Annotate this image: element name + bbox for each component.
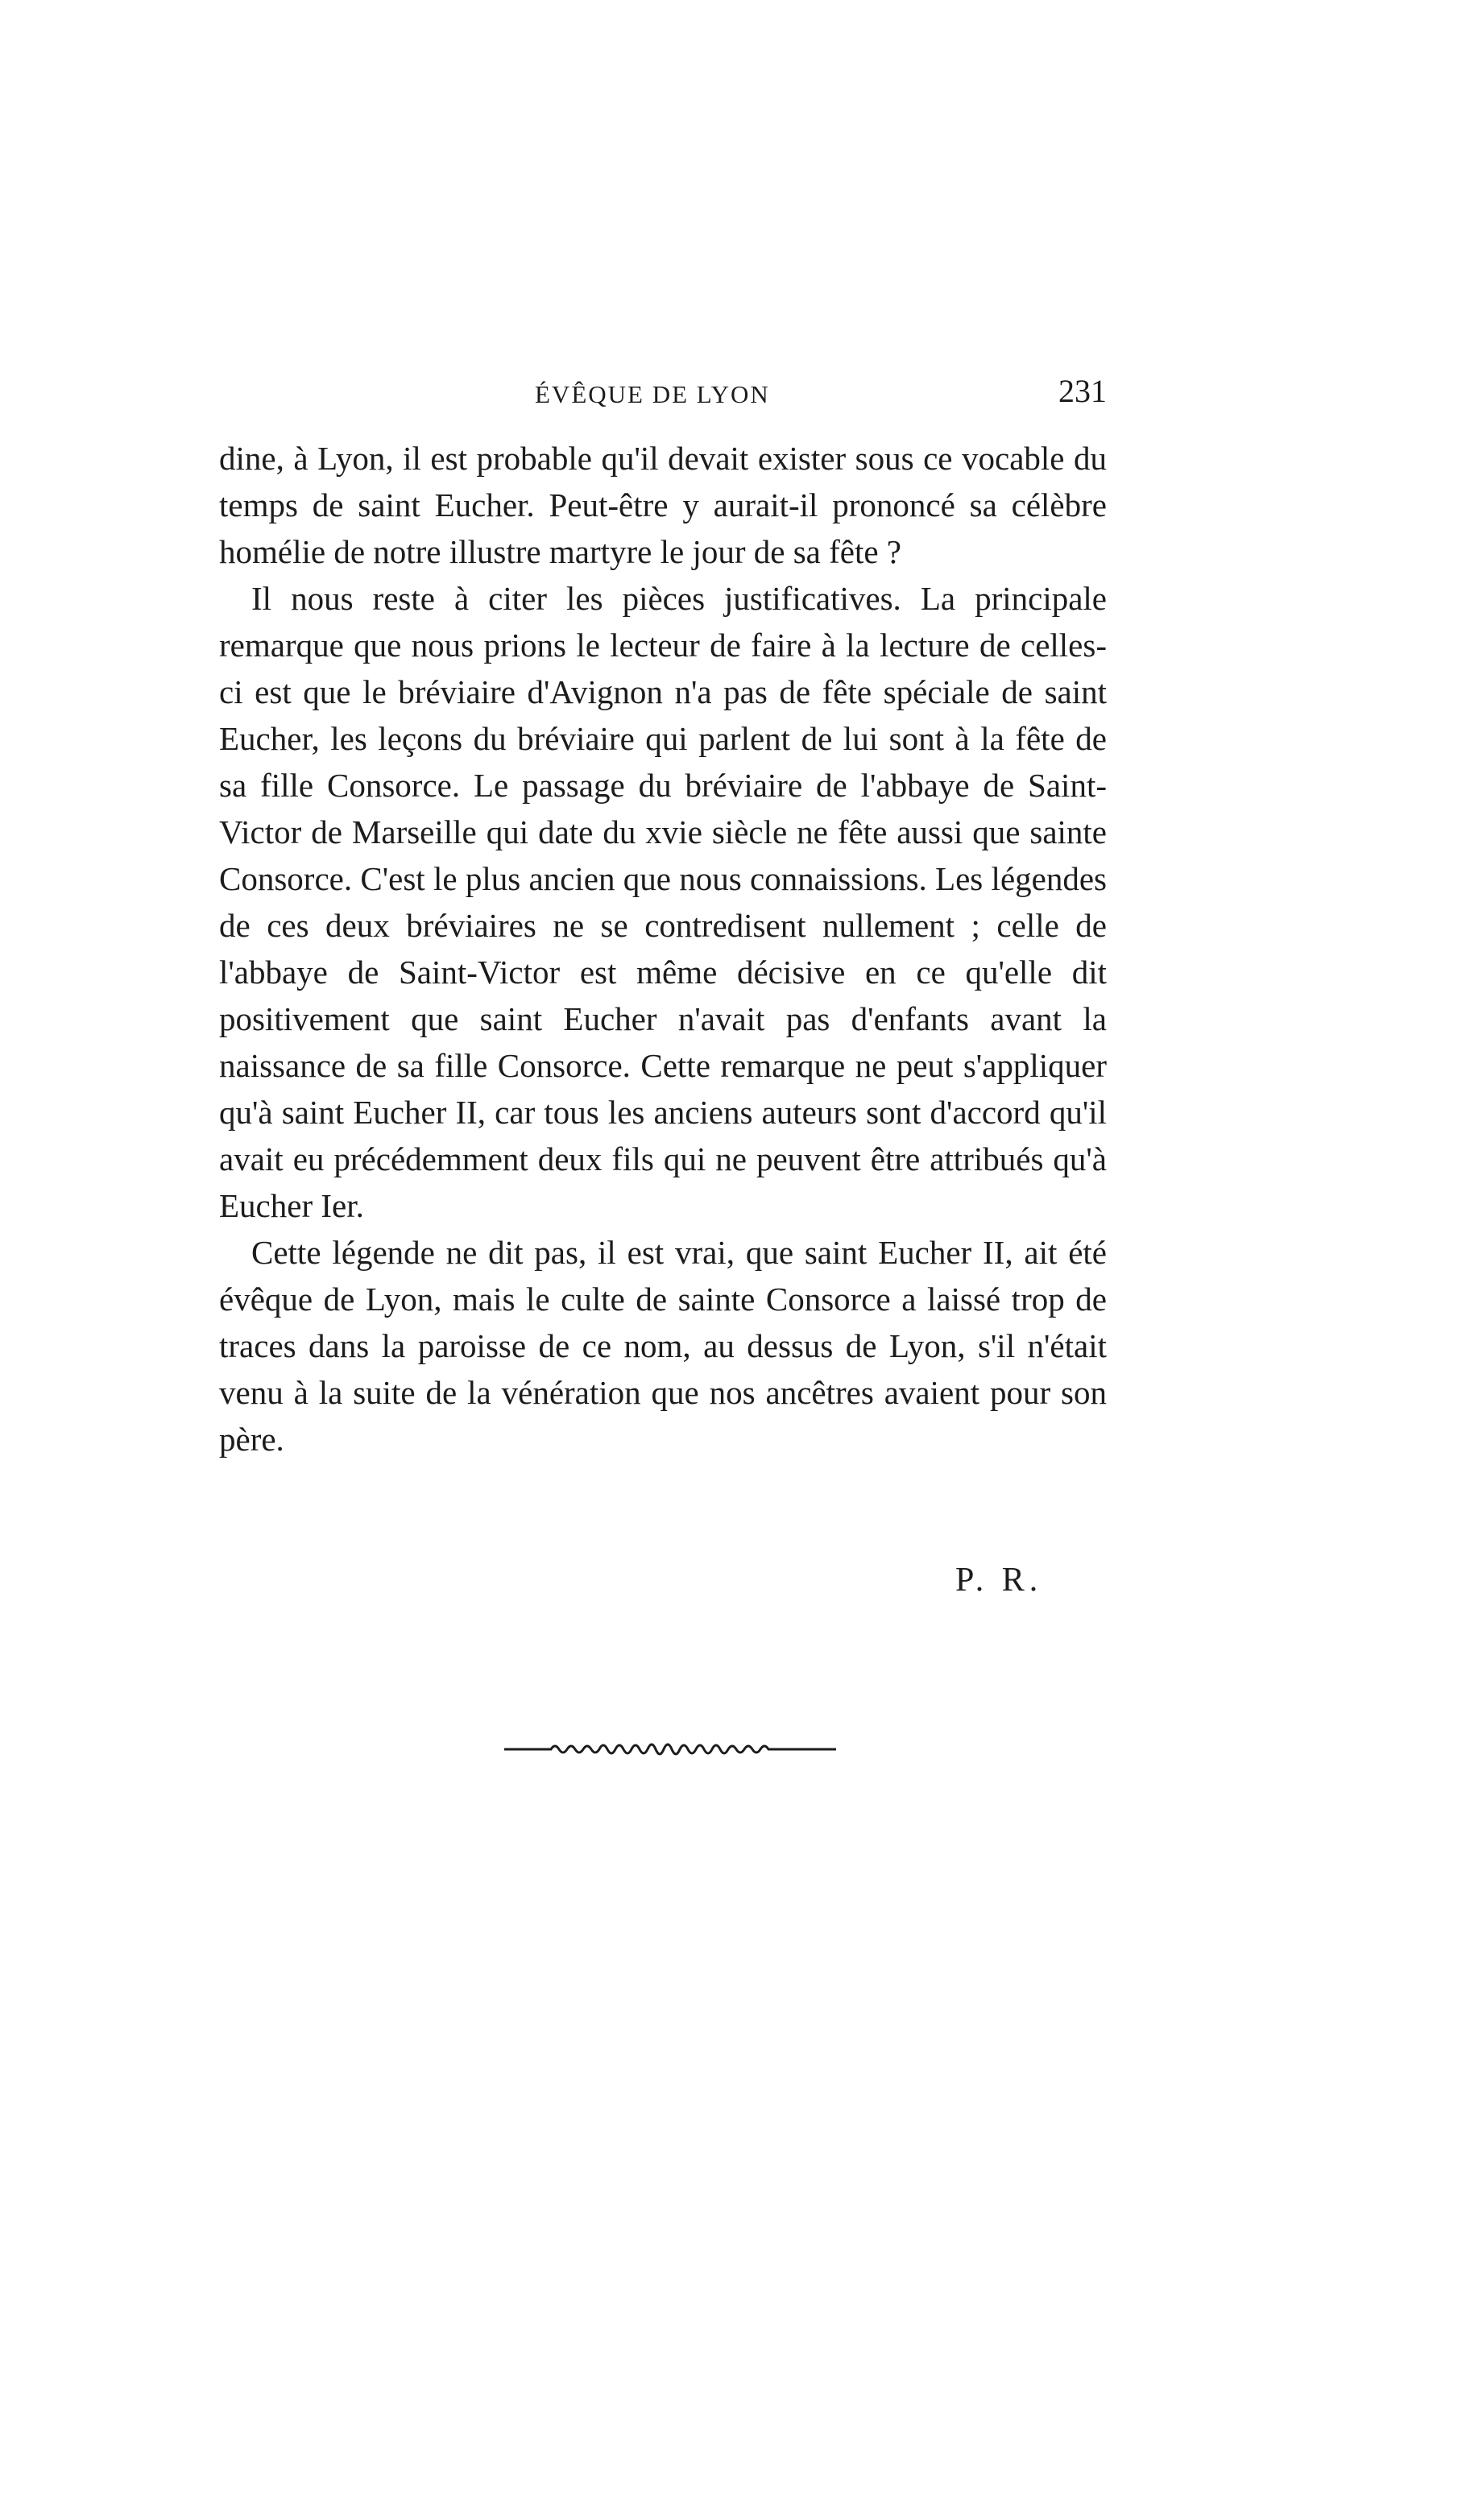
running-header bbox=[219, 372, 1107, 420]
running-title: ÉVÊQUE DE LYON bbox=[535, 380, 770, 408]
paragraph-1: dine, à Lyon, il est probable qu'il devait exister sous ce vocable du temps de saint Eucher. Peut-être y aurait-il prononcé sa célèbre homélie de notre illustre martyre le jour de sa fête ? bbox=[219, 440, 1107, 570]
page-number: 231 bbox=[1058, 373, 1107, 409]
paragraph-3: Cette légende ne dit pas, il est vrai, que saint Eucher II, ait été évêque de Lyon, mais le culte de sainte Consorce a laissé trop de traces dans la paroisse de ce nom, au dessus de Lyon, s'il n'était venu à la suite de la vénération que nos ancêtres avaient pour son père. bbox=[219, 1234, 1107, 1458]
author-signature: P. R. bbox=[955, 1562, 1043, 1599]
paragraph-2: Il nous reste à citer les pièces justificatives. La principale remarque que nous prions le lecteur de faire à la lecture de celles-ci est que le bréviaire d'Avignon n'a pas de fête spéciale de saint Eucher, les leçons du bréviaire qui parlent de lui sont à la fête de sa fille Consorce. Le passage du bréviaire de l'abbaye de Saint-Victor de Marseille qui date du xvie siècle ne fête aussi que sainte Consorce. C'est le plus ancien que nous connaissions. Les légendes de ces deux bréviaires ne se contredisent nullement ; celle de l'abbaye de Saint-Victor est même décisive en ce qu'elle dit positivement que saint Eucher n'avait pas d'enfants avant la naissance de sa fille Consorce. Cette remarque ne peut s'appliquer qu'à saint Eucher II, car tous les anciens auteurs sont d'accord qu'il avait eu précédemment deux fils qui ne peuvent être attribués qu'à Eucher Ier. bbox=[219, 580, 1107, 1224]
tailpiece-ornament bbox=[504, 1732, 836, 1764]
body-text bbox=[219, 435, 1107, 1463]
